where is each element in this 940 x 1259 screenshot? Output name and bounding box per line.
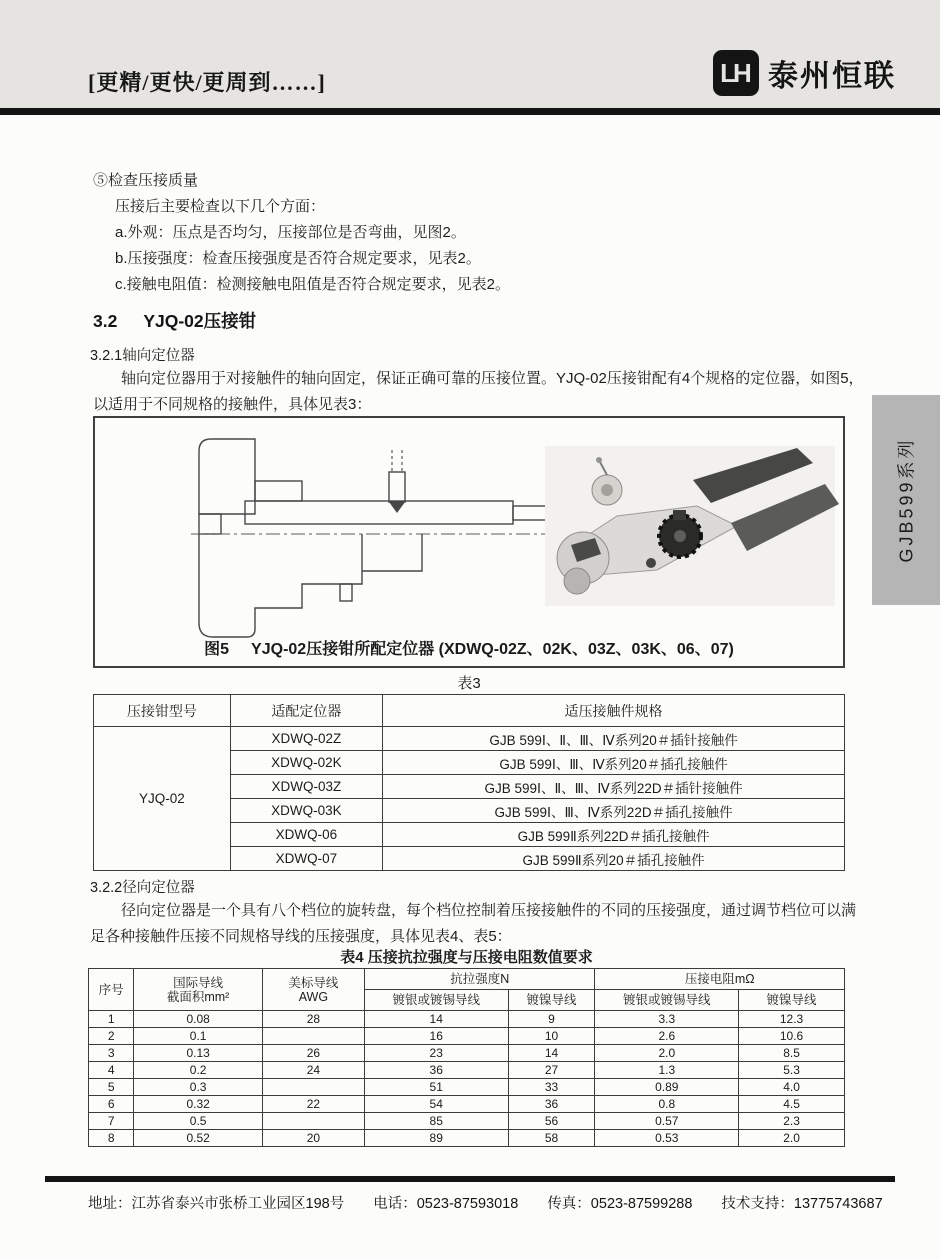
table4-cell: 2.0 [595, 1045, 739, 1062]
table4-cell: 10 [508, 1028, 595, 1045]
table3 [93, 694, 845, 871]
table4-cell: 14 [508, 1045, 595, 1062]
table3-spec-cell: GJB 599Ⅰ、Ⅱ、Ⅲ、Ⅳ系列22D＃插针接触件 [383, 775, 845, 799]
section-heading [93, 308, 256, 333]
table4-row [89, 1028, 845, 1045]
footer-fax: 传真：0523-87599288 [547, 1196, 693, 1212]
crimp-tool-photo [545, 446, 839, 606]
table3-spec-cell: GJB 599Ⅰ、Ⅲ、Ⅳ系列22D＃插孔接触件 [383, 799, 845, 823]
table3-locator-cell: XDWQ-02K [230, 751, 382, 775]
table4-header-index: 序号 [89, 969, 134, 1011]
table4-cell: 8 [89, 1130, 134, 1147]
table4-cell: 3.3 [595, 1011, 739, 1028]
lh-logo-icon: LH [713, 50, 759, 96]
table4-cell: 4.5 [739, 1096, 845, 1113]
header-divider [0, 108, 940, 115]
section-number: 3.2 [93, 311, 118, 331]
table4-header-resistance-silver: 镀银或镀锡导线 [595, 990, 739, 1011]
subsection-axial-title: 3.2.1轴向定位器 [90, 348, 195, 364]
table4-cell: 0.8 [595, 1096, 739, 1113]
footer [88, 1192, 883, 1213]
table4-cell: 36 [364, 1062, 508, 1079]
table3-spec-cell: GJB 599Ⅰ、Ⅱ、Ⅲ、Ⅳ系列20＃插针接触件 [383, 727, 845, 751]
table4-header-awg-line2: AWG [298, 989, 329, 1004]
table4-cell: 24 [262, 1062, 364, 1079]
table4-cell: 1 [89, 1011, 134, 1028]
table4-row [89, 1096, 845, 1113]
table3-spec-cell: GJB 599Ⅱ系列22D＃插孔接触件 [383, 823, 845, 847]
table4-cell: 2.0 [739, 1130, 845, 1147]
table4-cell: 2.3 [739, 1113, 845, 1130]
table4-header-intl-line1: 国际导线 [173, 975, 224, 990]
quality-check-title: ⑤检查压接质量 [93, 172, 199, 189]
table3-spec-cell: GJB 599Ⅰ、Ⅲ、Ⅳ系列20＃插孔接触件 [383, 751, 845, 775]
company-name: 泰州恒联 [768, 60, 896, 93]
quality-check-item: a.外观：压点是否均匀，压接部位是否弯曲，见图2。 [115, 224, 466, 241]
figure5-label: 图5 [204, 641, 230, 658]
table3-locator-cell: XDWQ-03K [230, 799, 382, 823]
figure5-box [93, 416, 845, 668]
table3-tbody [94, 727, 845, 871]
footer-phone: 电话：0523-87593018 [373, 1196, 519, 1212]
figure5-caption [95, 636, 843, 659]
series-side-tab-label: GJB599系列 [897, 437, 918, 563]
quality-check-item: c.接触电阻值：检测接触电阻值是否符合规定要求，见表2。 [115, 276, 511, 293]
series-side-tab [872, 395, 940, 605]
radial-paragraph-line2: 足各种接触件压接不同规格导线的压接强度，具体见表4、表5： [90, 928, 512, 945]
company-logo [713, 50, 896, 96]
table4-cell: 0.2 [134, 1062, 263, 1079]
table4-cell: 33 [508, 1079, 595, 1096]
table4-cell: 28 [262, 1011, 364, 1028]
table4-row [89, 1079, 845, 1096]
table4-cell: 10.6 [739, 1028, 845, 1045]
radial-paragraph-line1: 径向定位器是一个具有八个档位的旋转盘，每个档位控制着压接接触件的不同的压接强度，通过调节档位可以满 [121, 902, 857, 919]
section-title: YJQ-02压接钳 [143, 311, 257, 331]
table3-locator-cell: XDWQ-07 [230, 847, 382, 871]
table4-cell: 12.3 [739, 1011, 845, 1028]
table4-cell: 58 [508, 1130, 595, 1147]
table4-header-intl [134, 969, 263, 1011]
table3-locator-cell: XDWQ-02Z [230, 727, 382, 751]
table3-header-locator: 适配定位器 [230, 695, 382, 727]
table3-spec-cell: GJB 599Ⅱ系列20＃插孔接触件 [383, 847, 845, 871]
table4-header-tensile-nickel: 镀镍导线 [508, 990, 595, 1011]
table4-cell: 14 [364, 1011, 508, 1028]
table4-row [89, 1045, 845, 1062]
locator-cross-section-drawing [191, 439, 595, 637]
table4-cell: 36 [508, 1096, 595, 1113]
table4-cell: 2 [89, 1028, 134, 1045]
table3-header-row [94, 695, 845, 727]
header-slogan: [更精/更快/更周到……] [88, 70, 326, 95]
table4-cell: 4.0 [739, 1079, 845, 1096]
table4-tbody [89, 1011, 845, 1147]
page-header [0, 0, 940, 108]
table4-row [89, 1011, 845, 1028]
axial-paragraph-line2: 以适用于不同规格的接触件，具体见表3： [93, 396, 372, 413]
figure5-graphics [95, 418, 843, 666]
table4-cell: 23 [364, 1045, 508, 1062]
quality-check-item: b.压接强度：检查压接强度是否符合规定要求，见表2。 [115, 250, 481, 267]
table4-cell: 2.6 [595, 1028, 739, 1045]
table4-cell: 16 [364, 1028, 508, 1045]
table4-header-tensile-silver: 镀银或镀锡导线 [364, 990, 508, 1011]
table3-model-cell: YJQ-02 [94, 727, 231, 871]
table4-row [89, 1062, 845, 1079]
table4-cell [262, 1113, 364, 1130]
table4-row [89, 1113, 845, 1130]
table4-cell: 51 [364, 1079, 508, 1096]
table4-header-awg [262, 969, 364, 1011]
quality-check-block [93, 168, 510, 298]
table3-header-model: 压接钳型号 [94, 695, 231, 727]
table4-cell: 27 [508, 1062, 595, 1079]
table4-cell: 0.5 [134, 1113, 263, 1130]
table4-header-intl-line2: 截面积mm² [166, 989, 230, 1004]
table4-cell: 26 [262, 1045, 364, 1062]
table3-locator-cell: XDWQ-03Z [230, 775, 382, 799]
table4-header-awg-line1: 美标导线 [288, 975, 339, 990]
table4 [88, 968, 845, 1147]
table4-header-resistance-group: 压接电阻mΩ [595, 969, 845, 990]
table3-locator-cell: XDWQ-06 [230, 823, 382, 847]
table4-cell: 22 [262, 1096, 364, 1113]
table4-cell: 9 [508, 1011, 595, 1028]
table4-cell: 4 [89, 1062, 134, 1079]
table4-row [89, 1130, 845, 1147]
subsection-radial-title: 3.2.2径向定位器 [90, 880, 195, 896]
table4-cell: 56 [508, 1113, 595, 1130]
table4-header-row1 [89, 969, 845, 990]
table4-cell: 0.89 [595, 1079, 739, 1096]
table4-cell: 0.57 [595, 1113, 739, 1130]
table4-cell: 8.5 [739, 1045, 845, 1062]
table4-cell: 3 [89, 1045, 134, 1062]
axial-paragraph-line1: 轴向定位器用于对接触件的轴向固定，保证正确可靠的压接位置。YJQ-02压接钳配有4个规格的定位器，如图5， [121, 370, 864, 387]
footer-address: 地址：江苏省泰兴市张桥工业园区198号 [88, 1196, 345, 1212]
table4-cell: 0.08 [134, 1011, 263, 1028]
table4-cell: 5 [89, 1079, 134, 1096]
table3-header-spec: 适压接触件规格 [383, 695, 845, 727]
table4-cell: 54 [364, 1096, 508, 1113]
footer-divider [45, 1176, 895, 1182]
table4-cell: 6 [89, 1096, 134, 1113]
table4-header-tensile-group: 抗拉强度N [364, 969, 595, 990]
table4-cell: 5.3 [739, 1062, 845, 1079]
table4-cell: 0.1 [134, 1028, 263, 1045]
table4-cell: 0.13 [134, 1045, 263, 1062]
table4-cell: 7 [89, 1113, 134, 1130]
quality-check-lead: 压接后主要检查以下几个方面： [115, 198, 326, 215]
table4-cell: 20 [262, 1130, 364, 1147]
table4-cell [262, 1028, 364, 1045]
quality-check-items [93, 220, 510, 298]
table4-cell: 1.3 [595, 1062, 739, 1079]
table4-caption: 表4 压接抗拉强度与压接电阻数值要求 [340, 949, 593, 966]
table4-cell: 0.32 [134, 1096, 263, 1113]
table4-header-resistance-nickel: 镀镍导线 [739, 990, 845, 1011]
table4-cell: 0.3 [134, 1079, 263, 1096]
table4-cell: 0.53 [595, 1130, 739, 1147]
figure5-caption-text: YJQ-02压接钳所配定位器 (XDWQ-02Z、02K、03Z、03K、06、07) [251, 641, 734, 658]
table4-cell: 0.52 [134, 1130, 263, 1147]
table4-cell: 85 [364, 1113, 508, 1130]
table3-row [94, 727, 845, 751]
table4-cell [262, 1079, 364, 1096]
table3-caption: 表3 [457, 675, 481, 692]
footer-support: 技术支持：13775743687 [721, 1196, 883, 1212]
table4-cell: 89 [364, 1130, 508, 1147]
